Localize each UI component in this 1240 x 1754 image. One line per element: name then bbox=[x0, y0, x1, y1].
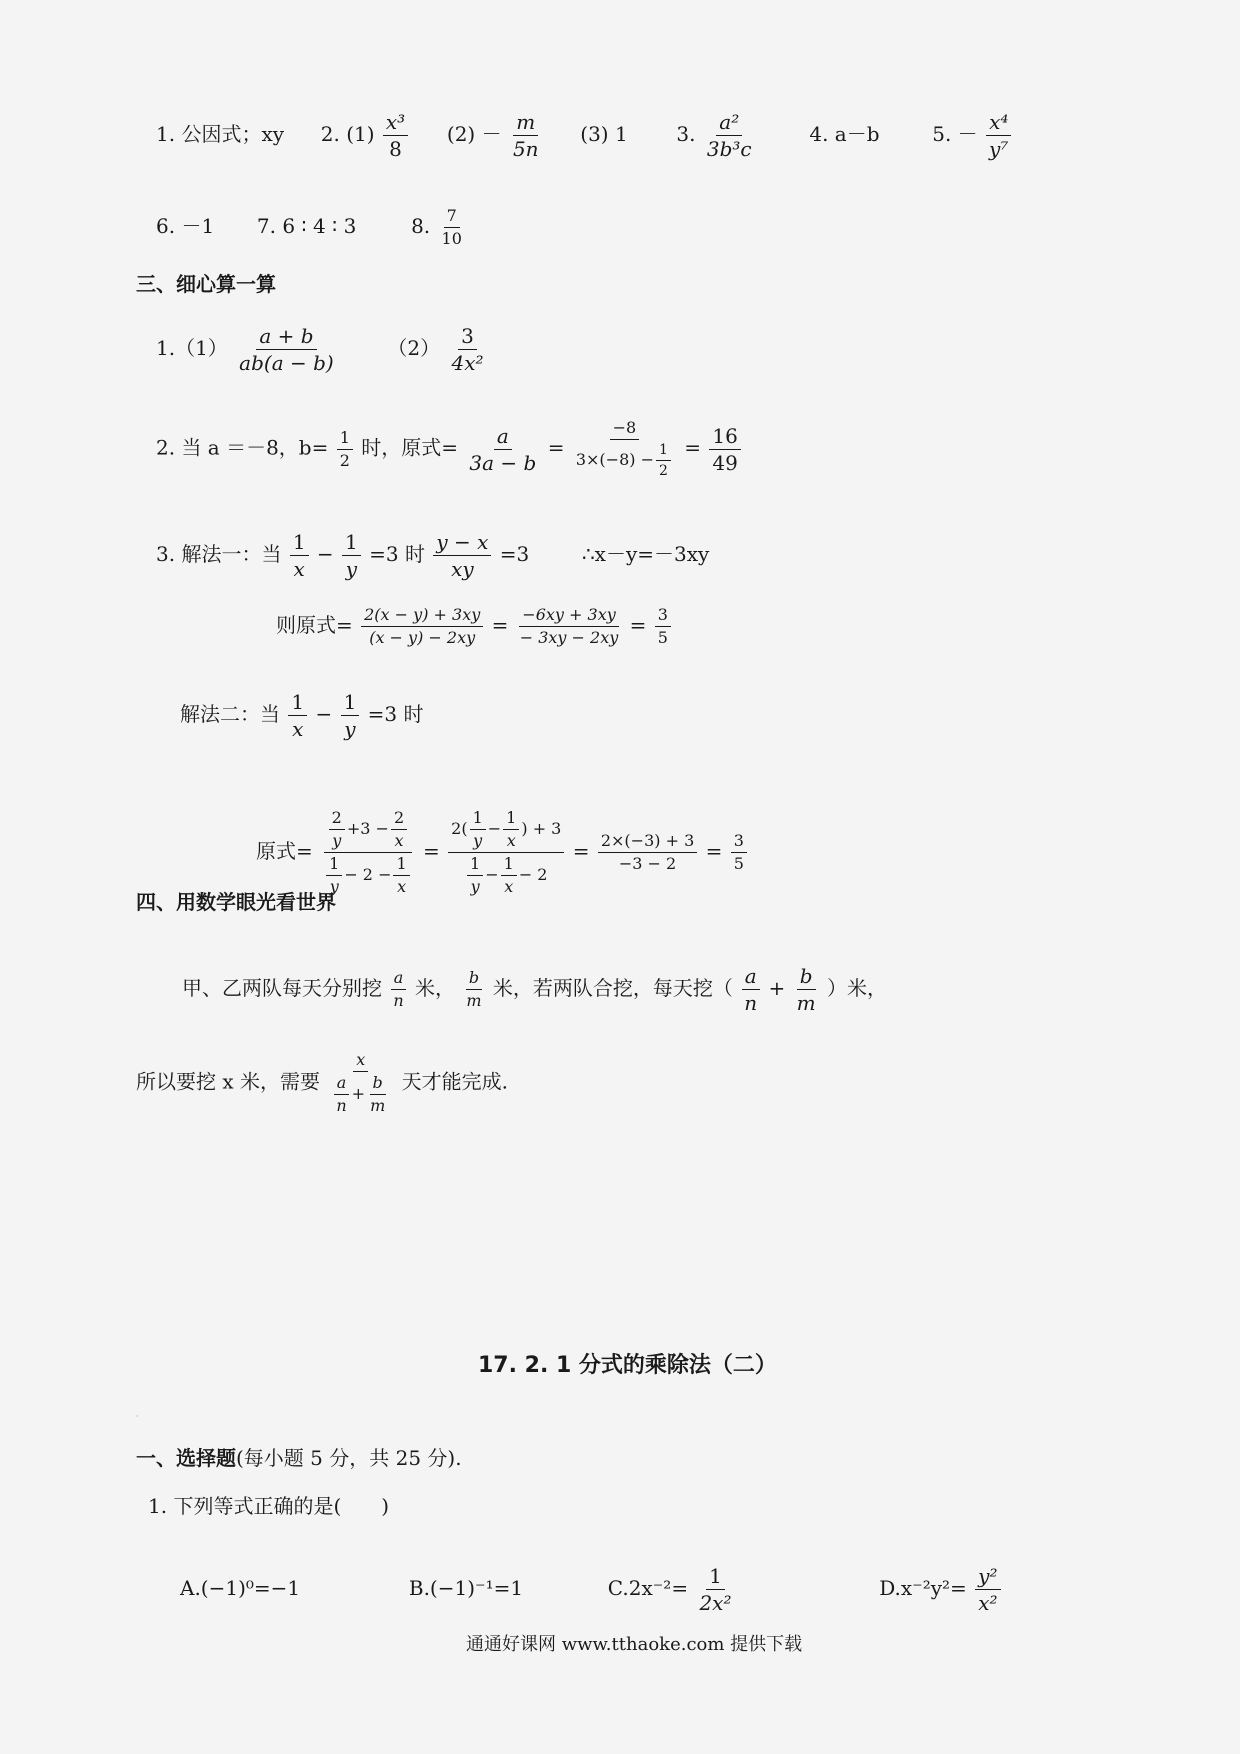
wp2-text-a: 所以要挖 x 米，需要 bbox=[136, 1069, 320, 1094]
calc-q2-label: 2. 当 a ＝－8，b= bbox=[156, 435, 329, 460]
fraction-one-half: $\frac{1}{2}$ bbox=[337, 430, 353, 469]
calc-q3-compound bbox=[256, 810, 749, 895]
mc-question-1: 1. 下列等式正确的是( ) bbox=[148, 1494, 390, 1518]
original-expr-label: 原式= bbox=[256, 839, 313, 863]
fraction-3-over-4x2: $\frac{3}{\text{4x²}}$ bbox=[451, 324, 484, 375]
option-c-text: C.2x⁻²= bbox=[607, 1576, 689, 1600]
calc-q1 bbox=[156, 326, 489, 373]
fraction-m-over-5n: $\frac{m}{5n}$ bbox=[512, 110, 539, 161]
equals-3-when: =3 时 bbox=[367, 702, 424, 726]
answer-3-label: 3. bbox=[676, 122, 696, 146]
fraction-days: x $\frac{a}{n}$ + $\frac{b}{m}$ bbox=[328, 1052, 393, 1114]
option-a: A.(−1)⁰=−1 bbox=[180, 1576, 301, 1600]
section-4-heading: 四、用数学眼光看世界 bbox=[136, 890, 336, 914]
mc-heading: 一、选择题 bbox=[136, 1446, 236, 1470]
calc-q2 bbox=[156, 420, 743, 478]
equals: = bbox=[684, 435, 702, 460]
fraction-3-over-5: $\frac{3}{5}$ bbox=[655, 607, 671, 646]
equals: = bbox=[491, 613, 509, 637]
wp-text-c: 米，若两队合挖，每天挖（ bbox=[492, 976, 733, 1000]
fraction-step-2: $\frac{-6xy + 3xy}{- 3xy - 2xy}$ bbox=[519, 605, 619, 647]
answer-4: 4. a－b bbox=[809, 122, 880, 146]
answer-row-1 bbox=[156, 112, 1013, 159]
fraction-x4-over-y7: $\frac{\text{x⁴}}{\text{y⁷}}$ bbox=[986, 112, 1011, 159]
equals-3: =3 bbox=[499, 542, 530, 566]
plus-sign: + bbox=[768, 976, 786, 1000]
section-title: 17. 2. 1 分式的乘除法（二） bbox=[478, 1353, 777, 1378]
equals: = bbox=[423, 839, 440, 863]
fraction-a-over-3a-b: $\frac{a}{3a - b}$ bbox=[469, 423, 537, 475]
equals: = bbox=[547, 435, 565, 460]
fraction-y2-over-x2: $\frac{\text{y²}}{\text{x²}}$ bbox=[975, 1566, 1000, 1613]
fraction-1-over-2x2: $\frac{1}{\text{2x²}}$ bbox=[699, 1564, 732, 1615]
calc-q3-label: 3. 解法一：当 bbox=[156, 542, 282, 566]
mc-options bbox=[180, 1566, 1003, 1613]
calc-q2-mid: 时，原式= bbox=[361, 435, 459, 460]
fraction-y-x-over-xy: $\frac{y - x}{xy}$ bbox=[433, 532, 491, 579]
option-b: B.(−1)⁻¹=1 bbox=[408, 1576, 524, 1600]
word-problem-line-2 bbox=[136, 1052, 508, 1114]
fraction-b-over-m: $\frac{b}{m}$ bbox=[466, 968, 482, 1010]
fraction-step-1: $\frac{2(x - y) + 3xy}{(x - y) - 2xy}$ bbox=[361, 607, 483, 646]
section-3-heading: 三、细心算一算 bbox=[136, 272, 276, 296]
fraction-x3-over-8: $\frac{\text{x³}}{8}$ bbox=[383, 112, 408, 159]
answer-2-2-label: (2) － bbox=[446, 122, 502, 146]
therefore-line: ∴x－y=－3xy bbox=[581, 542, 710, 566]
equals-3-when: =3 时 bbox=[369, 542, 425, 566]
calc-q1-2-label: （2） bbox=[387, 336, 441, 360]
fraction-7-over-10: $\frac{7}{10}$ bbox=[441, 206, 462, 248]
fraction-1-over-y: $\frac{1}{y}$ bbox=[342, 532, 361, 579]
answer-2-label: 2. (1) bbox=[320, 122, 375, 146]
calc-q1-label: 1.（1） bbox=[156, 336, 228, 360]
fraction-a-over-n-2: $\frac{a}{n}$ bbox=[741, 966, 760, 1013]
fraction-a-plus-b: $\frac{a + b}{ab(a - b)}$ bbox=[239, 324, 334, 375]
wp2-text-b: 天才能完成. bbox=[401, 1069, 508, 1094]
calc-q3-method2 bbox=[180, 692, 424, 739]
minus-sign: − bbox=[315, 702, 333, 726]
mc-note: (每小题 5 分，共 25 分). bbox=[236, 1446, 462, 1470]
calc-q3-then bbox=[276, 607, 673, 646]
wp-text-d: ）米， bbox=[826, 976, 887, 1000]
fraction-b-over-m-2: $\frac{b}{m}$ bbox=[796, 964, 816, 1015]
fraction-1-over-x: $\frac{1}{x}$ bbox=[288, 692, 307, 739]
compound-fraction-1: $\frac{2}{y}$ +3 − $\frac{2}{x}$ $\frac{1}{y}$ − 2 − $\frac{1}{x}$ bbox=[321, 810, 415, 895]
answer-5-label: 5. － bbox=[932, 122, 978, 146]
fraction-1-over-x: $\frac{1}{x}$ bbox=[290, 532, 309, 579]
wp-text-a: 甲、乙两队每天分别挖 bbox=[182, 976, 382, 1000]
option-d-text: D.x⁻²y²= bbox=[879, 1576, 967, 1600]
answer-8-label: 8. bbox=[411, 214, 431, 238]
calc-q3-method1 bbox=[156, 532, 709, 579]
fraction-1-over-y: $\frac{1}{y}$ bbox=[341, 692, 360, 739]
method2-label: 解法二：当 bbox=[180, 702, 280, 726]
fraction-step-3: $\frac{2\times(-3) + 3}{-3 - 2}$ bbox=[598, 833, 697, 872]
equals: = bbox=[629, 613, 647, 637]
word-problem-line-1 bbox=[182, 966, 887, 1013]
answer-7: 7. 6 ∶ 4 ∶ 3 bbox=[256, 214, 357, 238]
compound-fraction-2: 2( $\frac{1}{y}$ − $\frac{1}{x}$ ) + 3 $\frac{1}{y}$ − $\frac{1}{x}$ − 2 bbox=[448, 810, 564, 895]
equals: = bbox=[705, 839, 723, 863]
then-label: 则原式= bbox=[276, 613, 353, 637]
answer-2-3: (3) 1 bbox=[580, 122, 628, 146]
answer-6: 6. －1 bbox=[156, 214, 215, 238]
answer-1: 1. 公因式；xy bbox=[156, 122, 285, 146]
equals: = bbox=[572, 839, 590, 863]
fraction-3-over-5-result: $\frac{3}{5}$ bbox=[731, 833, 747, 872]
footer-credit: 通通好课网 www.tthaoke.com 提供下载 bbox=[466, 1634, 803, 1655]
fraction-16-over-49: $\frac{16}{49}$ bbox=[709, 426, 740, 473]
answer-row-2 bbox=[156, 208, 467, 247]
wp-text-b: 米， bbox=[415, 976, 456, 1000]
fraction-a-over-n: $\frac{a}{n}$ bbox=[390, 970, 406, 1009]
fraction-a2-over-3b3c: $\frac{\text{a²}}{\text{3b³c}}$ bbox=[706, 110, 752, 161]
stray-dot: · bbox=[136, 1412, 139, 1421]
fraction-substituted: −8 3×(−8) − $\frac{1}{2}$ bbox=[573, 420, 676, 478]
minus-sign: − bbox=[316, 542, 334, 566]
mc-heading-row bbox=[136, 1448, 462, 1468]
